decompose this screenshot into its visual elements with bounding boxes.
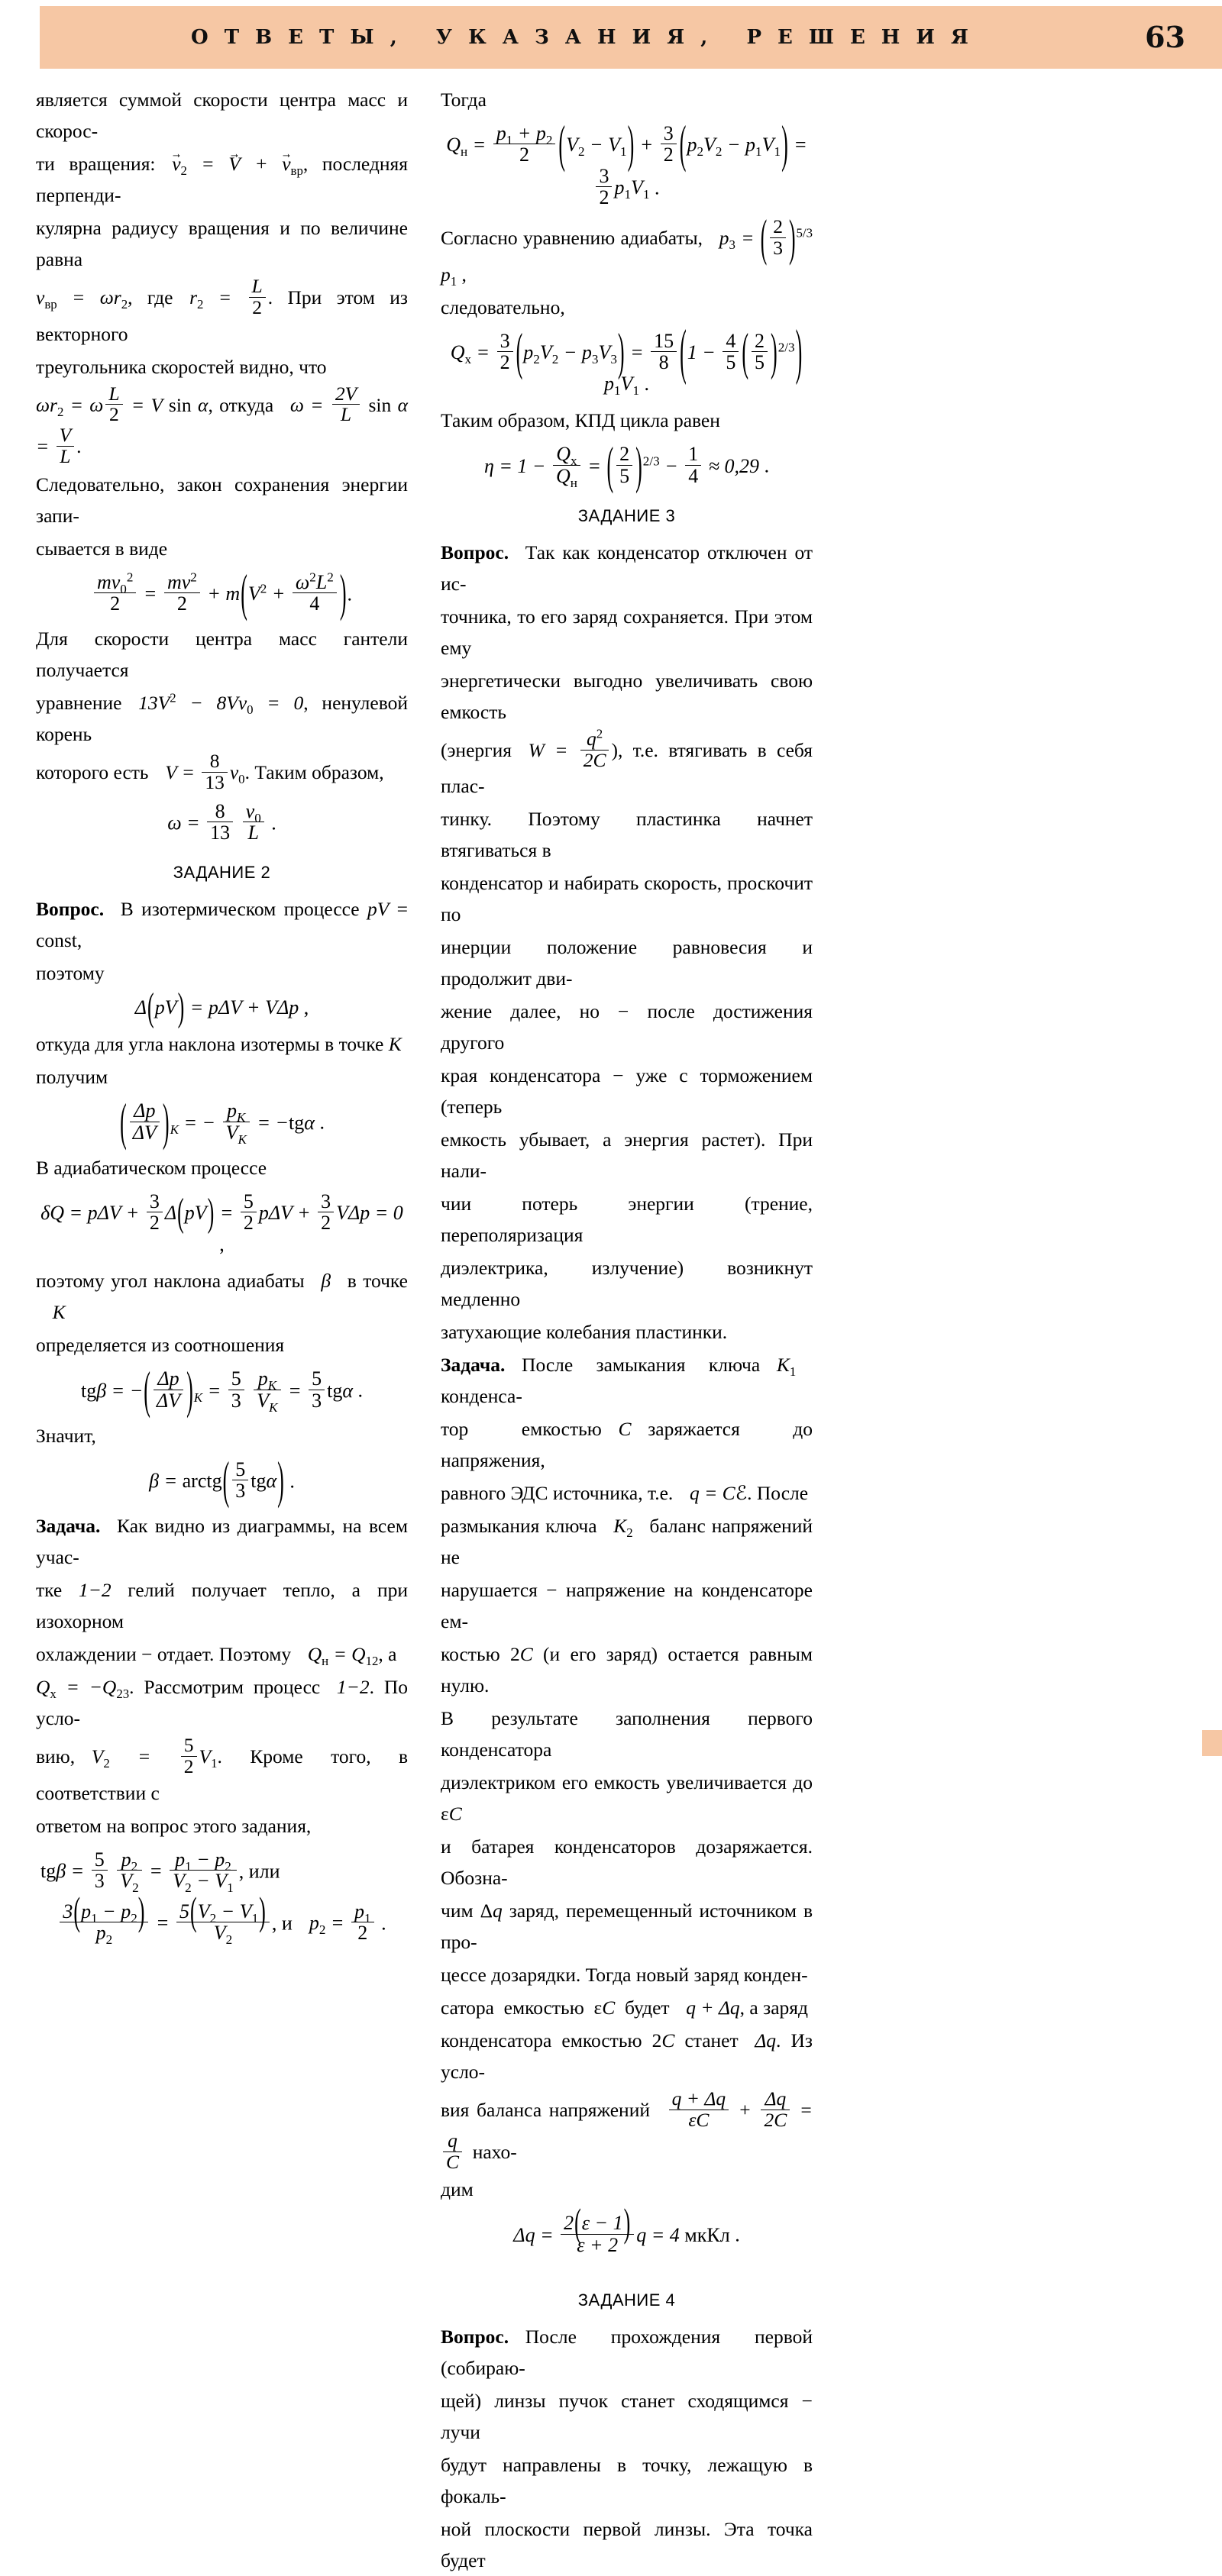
paragraph-plate-speed	[441, 867, 813, 930]
paragraph-perpendicular	[36, 212, 408, 275]
paragraph-triangle	[36, 351, 408, 383]
text-line: конденса-	[441, 1385, 522, 1408]
text-line: , а заряд	[739, 1997, 808, 2019]
text-line: диэлектриком его емкость увеличивается до εC	[441, 1771, 813, 1825]
text-line: конденсатор и набирать скорость, проскочит по	[441, 872, 813, 926]
paragraph-converging-beam	[441, 2385, 813, 2448]
text-line: ной плоскости первой линзы. Эта точка будет	[441, 2517, 813, 2571]
text-line: диэлектрика, излучение) возникнут медленно	[441, 1257, 813, 1311]
paragraph-charge-conserved	[441, 601, 813, 663]
text-line: точника, то его заряд сохраняется. При этом ему	[441, 605, 813, 659]
paragraph-task-3	[441, 1349, 813, 1412]
paragraph-question-2	[36, 893, 408, 956]
text-line: определяется из соотношения	[36, 1334, 285, 1357]
text-line: , последняя перпенди-	[36, 153, 408, 206]
text-line: Значит,	[36, 1424, 96, 1447]
text-line: конденсатора емкостью 2C станет	[441, 2029, 739, 2052]
text-line: откуда для угла наклона изотермы в точке K	[36, 1033, 402, 1056]
text-line: будут направлены в точку, лежащую в фокаль-	[441, 2453, 813, 2507]
inline-math-V-root: V = $\frac{8}{13}$ $v_0$	[165, 750, 245, 793]
page-header-band	[40, 6, 1222, 69]
text-line: заряжается до напряжения,	[441, 1418, 813, 1472]
paragraph-dielectric-fill	[441, 1767, 813, 1829]
text-line: затухающие колебания пластинки.	[441, 1321, 728, 1344]
paragraph-adiabatic	[36, 1152, 408, 1183]
text-line: ти вращения:	[36, 153, 156, 175]
paragraph-root-V	[36, 751, 408, 793]
inline-math-W: W = $\frac{q^2}{2C}$	[529, 739, 612, 761]
text-line: инерции положение равновесия и продолжит дви-	[441, 936, 813, 990]
text-line: ), т.е. втягивать в себя плас-	[441, 738, 813, 798]
paragraph-question-4	[441, 2321, 813, 2384]
text-line: . При этом из векторного	[36, 286, 409, 345]
paragraph-vbp	[36, 276, 408, 350]
inline-math-v2: $v \to_2 = V$ → + $v \to_{вр}$	[172, 153, 303, 175]
paragraph-capacitor-C	[441, 1413, 813, 1476]
equation-eta: η = 1 − $\frac{Q_х}{Q_н}$ = ( $\frac{2}{5}$ )$^{2/3}$ − $\frac{1}{4}$ ≈ 0,29 .	[483, 436, 770, 494]
text-line: вию,	[36, 1745, 76, 1768]
paragraph-poetomu	[36, 957, 408, 989]
text-line: ответом на вопрос этого задания,	[36, 1815, 312, 1837]
label-vopros: Вопрос.	[441, 2325, 509, 2348]
text-line: края конденсатора − уже с торможением (теперь	[441, 1064, 813, 1119]
text-line: Так как конденсатор отключен от ис-	[441, 541, 813, 595]
text-line: которого есть	[36, 761, 149, 784]
text-line: треугольника скоростей видно, что	[36, 355, 327, 378]
text-line: кулярна радиусу вращения и по величине равна	[36, 217, 408, 270]
paragraph-damped-oscillations	[441, 1316, 813, 1348]
text-line: нарушается − напряжение на конденсаторе ем-	[441, 1579, 813, 1633]
paragraph-focal-plane	[441, 2513, 813, 2576]
paragraph-recharge-process	[441, 1959, 813, 1990]
text-line: , а	[378, 1643, 397, 1666]
text-line: . Из усло-	[441, 2029, 813, 2084]
text-line: и батарея конденсаторов дозаряжается. Обозна-	[441, 1835, 813, 1890]
text-line: . После	[747, 1482, 809, 1505]
text-line: Как видно из диаграммы, на всем учас-	[36, 1515, 408, 1569]
paragraph-balance-not-broken	[441, 1574, 813, 1637]
paragraph-plate-pull	[441, 803, 813, 866]
text-line: После прохождения первой (собираю-	[441, 2325, 813, 2379]
inline-math-balance: $\frac{q + \Delta q}{\varepsilon C}$ + $\frac{\Delta q}{2C}$ = $\frac{q}{C}$	[441, 2099, 813, 2163]
inline-math-K1: $K_1$	[776, 1354, 797, 1380]
paragraph-motion-further	[441, 996, 813, 1058]
paragraph-battery-recharge	[441, 1831, 813, 1893]
paragraph-2C-zero	[441, 1638, 813, 1701]
paragraph-K2	[441, 1510, 813, 1573]
left-column	[36, 84, 409, 1948]
label-vopros: Вопрос.	[36, 898, 105, 921]
paragraph-energy-losses	[441, 1188, 813, 1251]
paragraph-answer-ref	[36, 1810, 408, 1842]
equation-deltaQ: δQ = pΔV + $\frac{3}{2}$ Δ(pV) = $\frac{5}{2}$ pΔV + $\frac{3}{2}$ VΔp = 0 ,	[40, 1190, 403, 1256]
paragraph-task-2	[36, 1510, 408, 1573]
paragraph-cooling	[36, 1638, 408, 1670]
text-line: охлаждении − отдает. Поэтому	[36, 1643, 292, 1666]
paragraph-center-mass	[36, 623, 408, 686]
page-corner-mark	[1202, 1730, 1222, 1756]
text-line: дим	[441, 2178, 474, 2201]
text-line: жение далее, но − после достижения другого	[441, 1000, 813, 1054]
inline-math-omega-sol: ω = $\frac{2V}{L}$ sin α = $\frac{V}{L}$	[36, 382, 409, 467]
paragraph-capacity-increase	[441, 665, 813, 728]
paragraph-capacity-decrease	[441, 1124, 813, 1186]
paragraph-equation-13V2	[36, 687, 408, 750]
inline-math-13V2: $13V^2 - 8Vv_0 = 0$	[138, 690, 304, 718]
equation-energy-conservation: $\frac{mv_0^2}{2}$ = $\frac{mv^2}{2}$ + $m(V^2$ + $\frac{\omega^2L^2}{4}$ ).	[36, 572, 408, 615]
paragraph-emf	[441, 1477, 813, 1509]
text-line: следовательно,	[441, 295, 565, 318]
text-line: баланс напряжений не	[441, 1515, 813, 1569]
text-line: размыкания ключа	[441, 1515, 597, 1538]
text-line: уравнение	[36, 692, 122, 715]
text-line: . По усло-	[36, 1676, 408, 1730]
text-line: В адиабатическом процессе	[36, 1156, 267, 1179]
text-line: костью 2C (и его заряд) остается равным нулю.	[441, 1643, 813, 1697]
text-line: . Таким образом,	[244, 761, 384, 784]
equation-tgbeta-p2-V2: tgβ = $\frac{5}{3}$ $\frac{p_2}{V_2}$ = $\frac{p_1 - p_2}{V_2 - V_1}$ , или	[40, 1848, 280, 1896]
paragraph-V2-condition	[36, 1735, 408, 1809]
section-heading-task-3: ЗАДАНИЕ 3	[577, 505, 676, 525]
equation-delta-pV: Δ(pV) = pΔV + VΔp ,	[134, 985, 309, 1030]
text-line: , откуда	[208, 393, 274, 416]
paragraph-2C-charge	[441, 2025, 813, 2087]
two-column-body	[0, 84, 1222, 2571]
text-line: цессе дозарядки. Тогда новый заряд конден-	[441, 1964, 808, 1987]
equation-delta-q: Δq = $\frac{2(\varepsilon - 1)}{\varepsilon + 2}$ q = 4 мкКл .	[513, 2200, 740, 2256]
paragraph-helium-heat: тке 1−2 гелий получает тепло, а при изохорном	[36, 1579, 408, 1633]
text-line: получим	[36, 1066, 108, 1089]
text-line: Тогда	[441, 89, 487, 111]
text-line: Следовательно, закон сохранения энергии запи-	[36, 473, 408, 527]
paragraph-energy-law-2	[36, 533, 408, 564]
text-line: тор емкостью	[441, 1418, 602, 1441]
paragraph-rotation	[36, 148, 408, 211]
inline-math-C: C	[618, 1418, 632, 1441]
text-line: Для скорости центра масс гантели получается	[36, 628, 408, 682]
inline-math-q-plus-dq: q + Δq	[686, 1997, 740, 2019]
paragraph-from-relation	[36, 1329, 408, 1361]
paragraph-velocity-sum	[36, 84, 408, 147]
text-line: поэтому угол наклона адиабаты	[36, 1270, 305, 1293]
text-line: щей) линзы пучок станет сходящимся − лучи	[441, 2389, 813, 2443]
label-zadacha: Задача.	[36, 1515, 101, 1538]
text-line: , или	[238, 1860, 280, 1883]
paragraph-togda	[441, 84, 813, 115]
paragraph-question-3	[441, 537, 813, 599]
paragraph-efficiency	[441, 405, 813, 436]
text-line: , ненулевой корень	[36, 692, 408, 746]
paragraph-first-capacitor	[441, 1703, 813, 1765]
paragraph-adiabat-equation: Согласно уравнению адиабаты, $p_3$ = ( $\frac{2}{3}$ )$^{5/3}$ $p_1$ ,	[441, 209, 813, 289]
text-line: чии потерь энергии (трение, переполяризация	[441, 1193, 813, 1247]
text-line: поэтому	[36, 962, 105, 985]
text-line: является суммой скорости центра масс и скорос-	[36, 89, 408, 142]
paragraph-new-charge	[441, 1992, 813, 2023]
paragraph-omega-derivation: $\omega r_2 = \omega$ $\frac{L}{2}$ = V sin α, откуда ω = $\frac{2V}{L}$ sin α = $\frac{V}{L}$ .	[36, 382, 409, 467]
equation-isotherm-slope: ( $\frac{\Delta p}{\Delta V}$ )$_K$ = − $\frac{p_K}{V_K}$ = −tgα .	[120, 1093, 325, 1151]
right-column	[441, 84, 813, 2571]
paragraph-balance-condition	[441, 2089, 813, 2172]
paragraph-braking	[441, 1060, 813, 1122]
paragraph-poluchim	[36, 1061, 408, 1093]
label-vopros: Вопрос.	[441, 541, 509, 563]
section-heading-task-4: ЗАДАНИЕ 4	[577, 2290, 676, 2310]
inline-math-vbp: $v_{вр} = \omega r_2$	[36, 286, 128, 312]
paragraph-znachit	[36, 1420, 408, 1451]
inline-math-omega-r2: $\omega r_2 = \omega$ $\frac{L}{2}$ = V sin α	[36, 382, 209, 426]
text-line: . Кроме того, в соответствии с	[36, 1745, 408, 1804]
paragraph-delta-q-def	[441, 1895, 813, 1958]
text-line: тинку. Поэтому пластинка начнет втягиваться в	[441, 808, 813, 862]
inline-math-Qn-Q12: $Q_н = Q_{12}$	[307, 1643, 379, 1669]
inline-math-q-CE: q = Cℰ	[689, 1482, 748, 1505]
text-line: . Рассмотрим процесс	[129, 1676, 321, 1699]
inline-math-K2: $K_2$	[613, 1515, 633, 1541]
text-line: емкость убывает, а энергия растет). При нали-	[441, 1128, 813, 1183]
text-line: , где	[128, 286, 173, 309]
text-line: равного ЭДС источника, т.е.	[441, 1482, 674, 1505]
paragraph-energy-law	[36, 469, 408, 531]
inline-math-r2: $r_2$ = $\frac{L}{2}$	[189, 286, 268, 308]
text-line: (энергия	[441, 738, 512, 761]
page-title: О Т В Е Т Ы , У К А З А Н И Я , Р Е Ш Е Н И Я	[191, 26, 973, 49]
text-line: В результате заполнения первого конденсатора	[441, 1707, 813, 1761]
paragraph-Qx: $Q_х = -Q_{23}$. Рассмотрим процесс 1−2. По усло-	[36, 1676, 408, 1730]
text-line: вия баланса напряжений	[441, 2099, 650, 2122]
text-line: В изотермическом процессе pV = const,	[36, 898, 408, 952]
page-number: 63	[1145, 20, 1185, 54]
text-line: нахо-	[472, 2140, 517, 2163]
inline-math-p3: $p_3$ = ( $\frac{2}{3}$ )$^{5/3}$ $p_1$	[441, 209, 813, 289]
equation-omega-result: ω = $\frac{8}{13}$ $\frac{v_0}{L}$ .	[167, 799, 276, 844]
equation-final-ratio: $\frac{3(p_1 - p_2)}{p_2}$ = $\frac{5(V_2 - V_1)}{V_2}$ , и $p_2$ = $\frac{p_1}{2}$ .	[36, 1901, 408, 1944]
paragraph-focal-point	[441, 2449, 813, 2512]
paragraph-isotherm-slope	[36, 1028, 408, 1060]
text-line: гелий получает тепло, а при изохорном	[36, 1579, 408, 1633]
text-line: Согласно уравнению адиабаты,	[441, 227, 703, 250]
paragraph-energy-W	[441, 726, 813, 802]
text-line: чим Δq заряд, перемещенный источником в про-	[441, 1900, 813, 1954]
text-line: сатора емкостью εC будет	[441, 1997, 670, 2019]
text-line: в точке	[347, 1270, 408, 1293]
paragraph-sledovatelno	[441, 292, 813, 323]
paragraph-adiabat-angle: поэтому угол наклона адиабаты β в точкеK	[36, 1270, 408, 1324]
text-line: сывается в виде	[36, 537, 168, 560]
section-heading-task-2: ЗАДАНИЕ 2	[173, 863, 271, 883]
text-line: Таким образом, КПД цикла равен	[441, 409, 720, 432]
text-line: После замыкания ключа	[522, 1354, 761, 1377]
paragraph-inertia	[441, 931, 813, 994]
equation-Qx: $Q_х$ = $\frac{3}{2}$ $(p_2V_2 - p_3V_3)$ = $\frac{15}{8}$ (1 − $\frac{4}{5}$ ( $\frac{2}{5}$ )$^{2/3})p_1V_1$ .	[450, 317, 803, 399]
label-zadacha: Задача.	[441, 1354, 506, 1377]
inline-math-V2: $V_2$ = $\frac{5}{2}$ $V_1$	[91, 1734, 218, 1778]
equation-tg-beta: tgβ = −( $\frac{\Delta p}{\Delta V}$ )$_K$ = $\frac{5}{3}$ $\frac{p_K}{V_K}$ = $\frac{5}{3}$ tgα .	[80, 1361, 364, 1419]
paragraph-dielectric-radiation	[441, 1252, 813, 1315]
text-line: тке	[36, 1579, 63, 1602]
equation-beta-arctg: β = arctg( $\frac{5}{3}$ tgα) .	[149, 1451, 295, 1509]
inline-math-dq: Δq	[755, 2029, 777, 2052]
inline-math-Qx: $Q_х = -Q_{23}$	[36, 1676, 130, 1702]
equation-Qn: $Q_н$ = $\frac{p_1 + p_2}{2}$ $(V_2 - V_1)$ + $\frac{3}{2}$ $(p_2V_2 - p_1V_1)$ = $\frac{3}{2}$ $p_1V_1$ .	[446, 115, 807, 208]
text-line: энергетически выгодно увеличивать свою емкость	[441, 669, 813, 723]
